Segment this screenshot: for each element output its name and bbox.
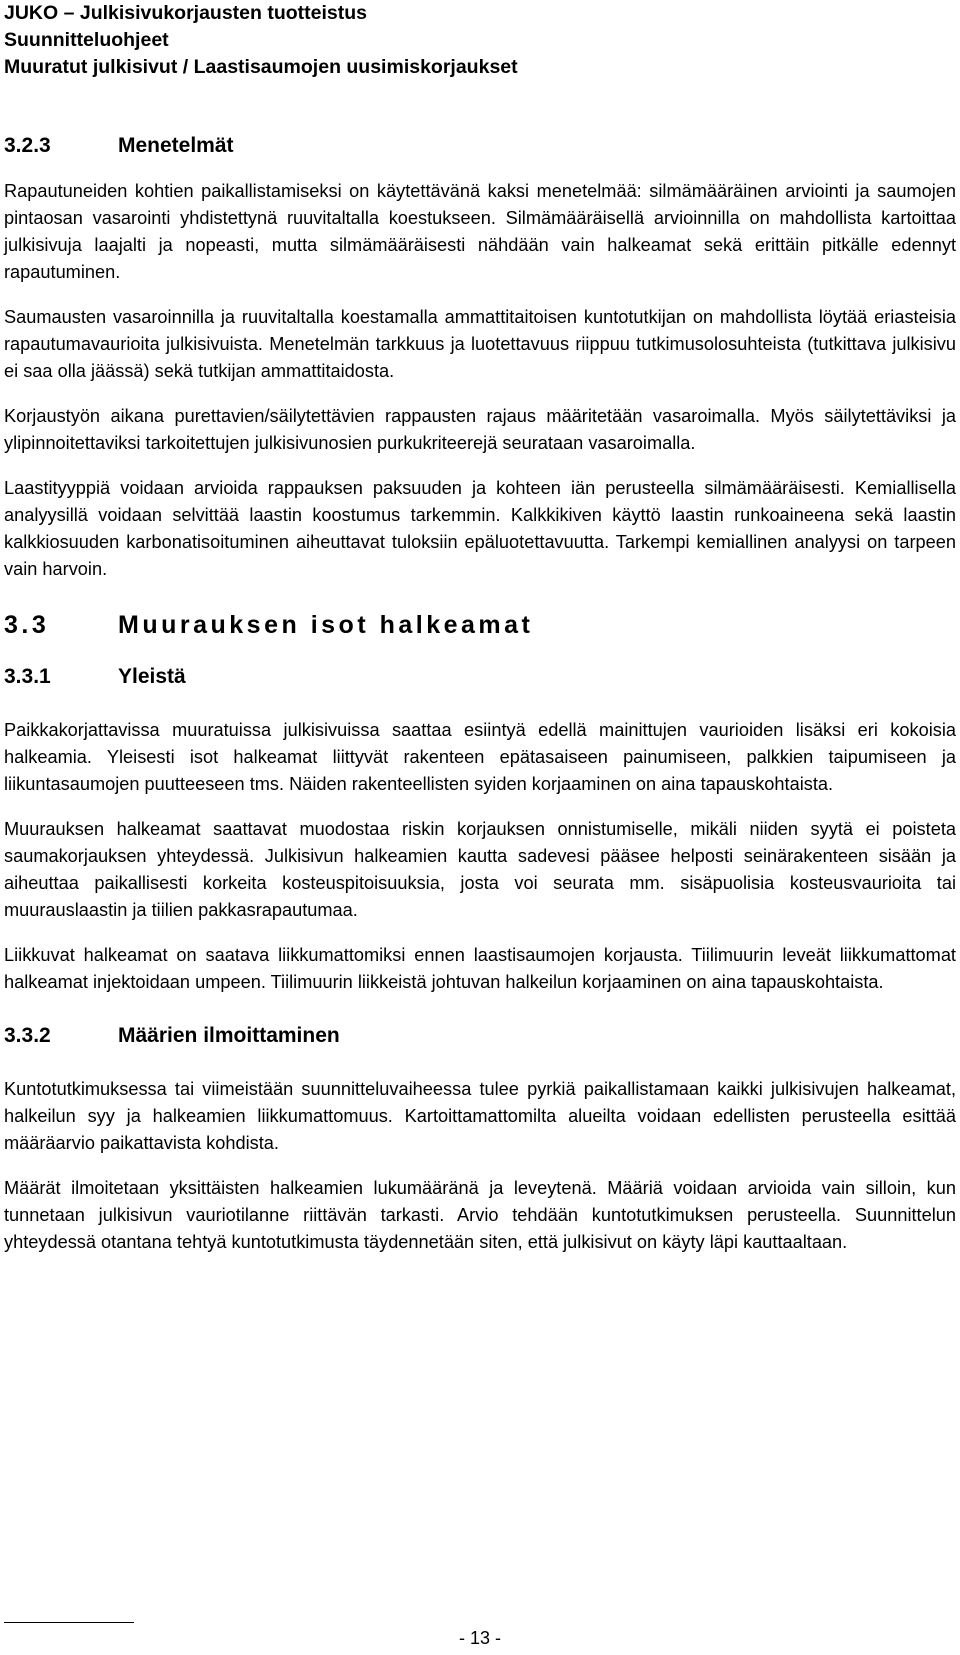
heading-3-3-2 <box>4 1022 956 1050</box>
heading-number: 3.3 <box>4 611 50 639</box>
document-body <box>4 132 956 1256</box>
heading-title: Muurauksen isot halkeamat <box>118 611 534 639</box>
paragraph: Muurauksen halkeamat saattavat muodostaa riskin korjauksen onnistumiselle, mikäli niiden syytä ei poisteta saumakorjauksen yhteydessä. Julkisivun halkeamien kautta sadevesi pääsee helposti seinärakenteen sisään ja aiheuttaa paikallisesti korkeita kosteuspitoisuuksia, josta voi seurata mm. sisäpuolisia kosteusvaurioita tai muurauslaastin ja tiilien pakkasrapautumaa. <box>4 819 956 920</box>
paragraph: Laastityyppiä voidaan arvioida rappauksen paksuuden ja kohteen iän perusteella silmämääräisesti. Kemiallisella analyysillä voidaan selvittää laastin koostumus tarkemmin. Kalkkikiven käyttö laastin runkoaineena sekä laastin kalkkiosuuden karbonatisoituminen aiheuttavat tuloksiin epäluotettavuutta. Tarkempi kemiallinen analyysi on tarpeen vain harvoin. <box>4 478 956 579</box>
paragraph: Rapautuneiden kohtien paikallistamiseksi on käytettävänä kaksi menetelmää: silmämääräinen arviointi ja saumojen pintaosan vasarointi yhdistettynä ruuvitaltalla koestukseen. Silmämääräisellä arvioinnilla on mahdollista kartoittaa julkisivuja laajalti ja nopeasti, mutta silmämääräisesti nähdään vain halkeamat sekä erittäin pitkälle edennyt rapautuminen. <box>4 181 956 282</box>
header-project-title: JUKO – Julkisivukorjausten tuotteistus <box>4 2 368 24</box>
page-number: - 13 - <box>458 1628 501 1648</box>
footer-divider <box>4 1622 134 1623</box>
paragraph: Paikkakorjattavissa muuratuissa julkisivuissa saattaa esiintyä edellä mainittujen vaurioiden lisäksi eri kokoisia halkeamia. Yleisesti isot halkeamat liittyvät rakenteen epätasaiseen painumiseen, palkkien taipumiseen ja liikuntasaumojen puutteeseen tms. Näiden rakenteellisten syiden korjaaminen on aina tapauskohtaista. <box>4 720 956 794</box>
paragraph: Liikkuvat halkeamat on saatava liikkumattomiksi ennen laastisaumojen korjausta. Tiilimuurin leveät liikkumattomat halkeamat injektoidaan umpeen. Tiilimuurin liikkeistä johtuvan halkeilun korjaaminen on aina tapauskohtaista. <box>4 945 956 992</box>
document-header <box>4 0 954 81</box>
header-document-type: Suunnitteluohjeet <box>4 29 169 51</box>
heading-title: Yleistä <box>118 665 186 688</box>
heading-3-3-1 <box>4 663 956 691</box>
paragraph: Saumausten vasaroinnilla ja ruuvitaltalla koestamalla ammattitaitoisen kuntotutkijan on mahdollista löytää eriasteisia rapautumavaurioita julkisivuista. Menetelmän tarkkuus ja luotettavuus riippuu tutkimusolosuhteista (tutkittava julkisivu ei saa olla jäässä) sekä tutkijan ammattitaidosta. <box>4 307 956 381</box>
heading-3-3 <box>4 609 956 641</box>
paragraph: Kuntotutkimuksessa tai viimeistään suunnitteluvaiheessa tulee pyrkiä paikallistamaan kaikki julkisivujen halkeamat, halkeilun syy ja halkeamien liikkumattomuus. Kartoittamattomilta alueilta voidaan edellisten perusteella esittää määräarvio paikattavista kohdista. <box>4 1079 956 1153</box>
header-subject: Muuratut julkisivut / Laastisaumojen uusimiskorjaukset <box>4 56 518 78</box>
heading-title: Menetelmät <box>118 134 234 157</box>
heading-number: 3.3.2 <box>4 1024 51 1047</box>
heading-title: Määrien ilmoittaminen <box>118 1024 340 1047</box>
heading-number: 3.3.1 <box>4 665 51 688</box>
paragraph: Korjaustyön aikana purettavien/säilytettävien rappausten rajaus määritetään vasaroimalla. Myös säilytettäviksi ja ylipinnoitettaviksi tarkoitettujen julkisivunosien purkukriteerejä seurataan vasaroimalla. <box>4 406 956 453</box>
heading-number: 3.2.3 <box>4 134 51 157</box>
heading-3-2-3 <box>4 132 956 160</box>
paragraph: Määrät ilmoitetaan yksittäisten halkeamien lukumääränä ja leveytenä. Määriä voidaan arvioida vain silloin, kun tunnetaan julkisivun vauriotilanne riittävän tarkasti. Arvio tehdään kuntotutkimuksen perusteella. Suunnittelun yhteydessä otantana tehtyä kuntotutkimusta täydennetään siten, että julkisivut on käyty läpi kauttaaltaan. <box>4 1178 956 1252</box>
